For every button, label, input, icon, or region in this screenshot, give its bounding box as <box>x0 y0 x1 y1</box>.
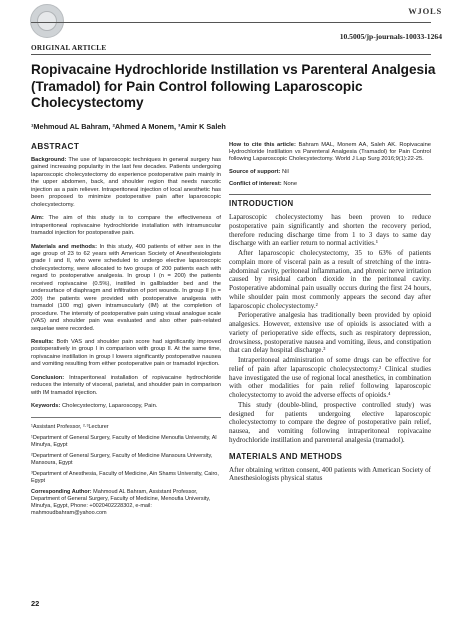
page-number: 22 <box>31 599 40 608</box>
introduction-heading: INTRODUCTION <box>229 194 431 208</box>
article-title: Ropivacaine Hydrochloride Instillation vs Parenteral Analgesia (Tramadol) for Pain Control following Laparoscopic Cholecystectomy <box>31 62 436 110</box>
conflict-of-interest: Conflict of interest: None <box>229 180 298 187</box>
page-header <box>0 0 449 24</box>
methods-paragraph: After obtaining written consent, 400 patients with American Society of Anesthesiologists physical status <box>229 465 431 483</box>
author-list: ¹Mehmoud AL Bahram, ²Ahmed A Monem, ³Amir K Saleh <box>31 122 226 131</box>
journal-logo <box>30 4 64 38</box>
intro-paragraph: Perioperative analgesia has traditionally been provided by opioid analgesics. However, extensive use of opioids is associated with a variety of perioperative side effects, such as respiratory depression, drowsiness, postoperative nausea and vomiting, ileus, and constipation that can delay hospital discharge.³ <box>229 311 431 355</box>
right-column <box>229 142 431 484</box>
abstract-methods: Materials and methods: In this study, 400 patients of either sex in the age group of 23 to 62 years with American Society of Anesthesiologists grade I and II, who were scheduled to undergo elective laparoscopic cholecystectomy, were allocated to two groups of 200 patients each with regard to postoperative analgesia. In group I (n = 200) the patients received ropivacaine (0.5%), instilled in gallbladder bed and the undersurface of diaphragm and infiltration of port wounds. In group II (n = 200) the patients were provided with postoperative analgesia with tramadol (100 mg) given intramuscularly (IM) at the completion of procedure. The intensity of postoperative pain using visual analogue scale (VAS) and shoulder pain was evaluated and also other pain-related sequelae were recorded. <box>31 243 221 332</box>
footnote-affiliation-2: ²Department of General Surgery, Faculty of Medicine Mansoura University, Mansoura, Egypt <box>31 452 213 466</box>
intro-paragraph: This study (double-blind, prospective controlled study) was designed for patients undergoing elective laparoscopic cholecystectomy to compare the degree of postoperative pain relief, nausea, and vomiting following intraperitoneal ropivacaine hydrochloride instillation and parenteral analgesia (tramadol). <box>229 400 431 444</box>
intro-paragraph: Intraperitoneal administration of some drugs can be effective for relief of pain after laparoscopic cholecystectomy.² Clinical studies have investigated the use of regional local anesthetics, in combination with other modalities for pain relief following laparoscopic cholecystectomy to avoid the adverse effects of opioids.⁴ <box>229 356 431 400</box>
doi[interactable]: 10.5005/jp-journals-10033-1264 <box>339 32 442 41</box>
article-type: ORIGINAL ARTICLE <box>31 44 107 52</box>
citation: How to cite this article: Bahram MAL, Monem AA, Saleh AK. Ropivacaine Hydrochloride Instillation vs Parenteral Analgesia (Tramadol) for Pain Control following Laparoscopic Cholecystectomy. World J Lap Surg 2016;9(1):22-25. <box>229 142 431 163</box>
intro-paragraph: Laparoscopic cholecystectomy has been proven to reduce postoperative pain significantly and shorten the recovery period, therefore reducing discharge time from 1 to 3 days to same day discharge with an earlier return to normal activities.¹ <box>229 213 431 248</box>
methods-heading: MATERIALS AND METHODS <box>229 451 343 461</box>
header-rule <box>31 22 431 23</box>
abstract-conclusion: Conclusion: Intraperitoneal installation of ropivacaine hydrochloride reduces the intensity of visceral, parietal, and shoulder pain in comparison with IM tramadol injection. <box>31 374 221 396</box>
footnote-affiliation-3: ³Department of Anesthesia, Faculty of Medicine, Ain Shams University, Cairo, Egypt <box>31 470 219 484</box>
footnote-rule <box>31 417 221 418</box>
abstract-background: Background: The use of laparoscopic techniques in general surgery has gained increasing popularity in the last few decades. Patients undergoing laparoscopic cholecystectomy do experience postoperative pain mainly in the upper abdomen, back, and shoulder region that needs narcotic injection as a pain reliever. Intraperitoneal injection of local anesthetic has been proposed to minimize postoperative pain after laparoscopic cholecystectomy. <box>31 157 221 208</box>
journal-abbreviation: WJOLS <box>408 6 442 16</box>
abstract-aim: Aim: The aim of this study is to compare the effectiveness of intraperitoneal ropivacaine hydrochloride installation with intramuscular tramadol injection for postoperative pain. <box>31 215 222 237</box>
abstract-results: Results: Both VAS and shoulder pain score had significantly improved postoperatively in group I in comparison with group II. At the same time, ropivacaine instillation in group I lowers significantly postoperative nausea and vomiting resulting from either postoperative pain or tramadol injection. <box>31 338 221 368</box>
footnote-affiliation-1: ¹Department of General Surgery, Faculty of Medicine Menoufia University, Al Minufya, Egypt <box>31 434 217 448</box>
source-of-support: Source of support: Nil <box>229 168 289 175</box>
abstract-heading: ABSTRACT <box>31 142 80 151</box>
left-column <box>31 142 221 521</box>
footnote-positions: ¹Assistant Professor, ²·³Lecturer <box>31 423 109 430</box>
title-rule <box>31 54 431 55</box>
corresponding-author: Corresponding Author: Mahmoud AL Bahram, Assistant Professor, Department of General Surgery, Faculty of Medicine, Menoufia University, Minufya, Egypt, Phone: +0020402228302, e-mail: mahmoudbahram@yahoo.com <box>31 488 211 516</box>
abstract-keywords: Keywords: Cholecystectomy, Laparoscopy, Pain. <box>31 403 158 410</box>
intro-paragraph: After laparoscopic cholecystectomy, 35 to 63% of patients complain more of visceral pain as a result of stretching of the intra-abdominal cavity, peritoneal inflammation, and phrenic nerve irritation caused by residual carbon dioxide in the peritoneal cavity. Postoperative abdominal pain usually occurs during the first 24 hours, while shoulder pain most commonly appears the second day after laparoscopic cholecystectomy.² <box>229 249 431 310</box>
